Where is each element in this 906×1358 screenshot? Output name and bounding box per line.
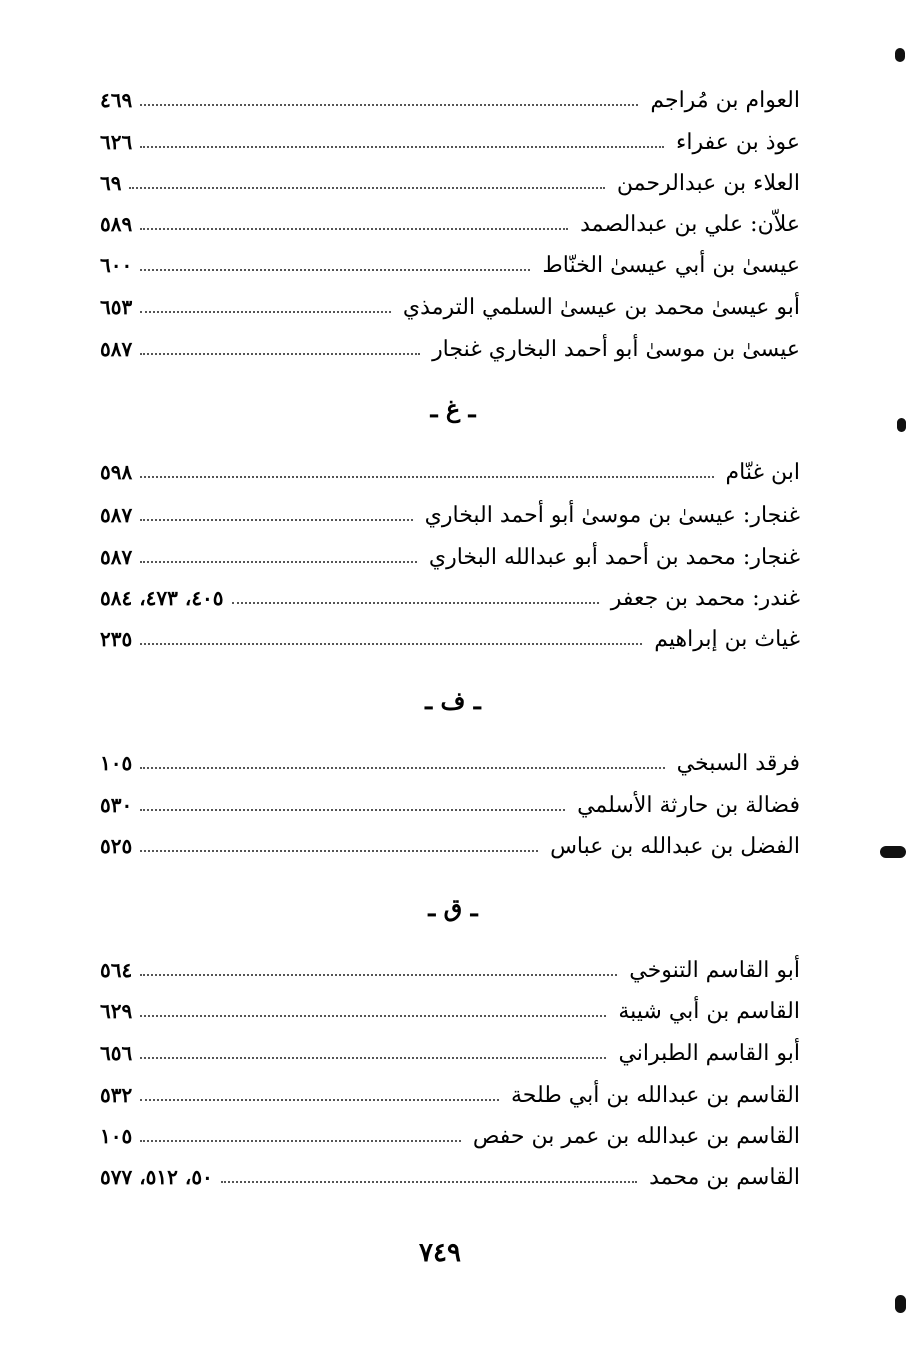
entry-name: العلاء بن عبدالرحمن — [616, 170, 800, 196]
index-entry — [100, 287, 800, 327]
scan-edge-mark — [880, 846, 906, 858]
index-entry — [100, 163, 800, 203]
index-entry — [100, 826, 800, 866]
index-entry — [100, 122, 800, 162]
entry-name: عيسىٰ بن موسىٰ أبو أحمد البخاري غنجار — [432, 336, 800, 362]
entry-pages: ٤٦٩ — [100, 88, 133, 112]
entry-name: غنجار: محمد بن أحمد أبو عبدالله البخاري — [428, 544, 800, 570]
dot-leader — [140, 767, 664, 769]
entry-pages: ٢٣٥ — [100, 627, 133, 651]
entry-name: القاسم بن عبدالله بن أبي طلحة — [511, 1082, 800, 1108]
entry-name: القاسم بن محمد — [649, 1164, 800, 1190]
entry-name: القاسم بن عبدالله بن عمر بن حفص — [472, 1123, 800, 1149]
dot-leader — [140, 974, 617, 976]
entry-pages: ٥٣٠ — [100, 793, 133, 817]
entry-name: ابن غنّام — [725, 459, 800, 485]
entry-name: فضالة بن حارثة الأسلمي — [577, 792, 800, 818]
entry-pages: ٤٠٥، ٤٧٣، ٥٨٤ — [100, 586, 224, 610]
index-entry — [100, 1033, 800, 1073]
entry-name: غنجار: عيسىٰ بن موسىٰ أبو أحمد البخاري — [424, 502, 800, 528]
dot-leader — [232, 602, 599, 604]
section-heading: ـ ف ـ — [425, 686, 481, 715]
entry-pages: ٥٩٨ — [100, 460, 133, 484]
index-entry — [100, 1075, 800, 1115]
entry-pages: ٥٠، ٥١٢، ٥٧٧ — [100, 1165, 213, 1189]
dot-leader — [140, 1015, 606, 1017]
dot-leader — [140, 104, 638, 106]
section-heading: ـ غ ـ — [430, 394, 476, 423]
index-entry — [100, 1116, 800, 1156]
index-entry — [100, 785, 800, 825]
dot-leader — [140, 146, 664, 148]
index-entry — [100, 1157, 800, 1197]
section-heading: ـ ق ـ — [428, 893, 478, 922]
entry-pages: ٦٠٠ — [100, 253, 133, 277]
entry-name: علاّن: علي بن عبدالصمد — [580, 211, 800, 237]
scan-edge-mark — [897, 418, 906, 432]
index-entry — [100, 950, 800, 990]
entry-pages: ٥٨٧ — [100, 337, 133, 361]
entry-name: القاسم بن أبي شيبة — [618, 998, 800, 1024]
entry-name: غياث بن إبراهيم — [654, 626, 800, 652]
index-entry — [100, 991, 800, 1031]
entry-name: أبو القاسم الطبراني — [618, 1040, 800, 1066]
index-entry — [100, 245, 800, 285]
scan-edge-mark — [895, 1295, 906, 1313]
entry-pages: ٥٨٩ — [100, 212, 133, 236]
entry-name: فرقد السبخي — [676, 750, 800, 776]
entry-name: عوذ بن عفراء — [676, 129, 800, 155]
dot-leader — [221, 1181, 637, 1183]
dot-leader — [140, 1057, 606, 1059]
index-entry — [100, 537, 800, 577]
entry-pages: ١٠٥ — [100, 1124, 133, 1148]
dot-leader — [140, 311, 391, 313]
entry-pages: ٥٦٤ — [100, 958, 133, 982]
dot-leader — [129, 187, 604, 189]
entry-pages: ٥٣٢ — [100, 1083, 133, 1107]
entry-pages: ٥٨٧ — [100, 503, 133, 527]
dot-leader — [140, 353, 420, 355]
dot-leader — [140, 519, 412, 521]
index-entry — [100, 743, 800, 783]
entry-name: غندر: محمد بن جعفر — [610, 585, 800, 611]
entry-pages: ٥٢٥ — [100, 834, 133, 858]
entry-name: أبو القاسم التنوخي — [629, 957, 800, 983]
dot-leader — [140, 1099, 499, 1101]
page-number: ٧٤٩ — [419, 1238, 461, 1268]
dot-leader — [140, 1140, 461, 1142]
dot-leader — [140, 850, 538, 852]
dot-leader — [140, 269, 530, 271]
dot-leader — [140, 476, 713, 478]
entry-name: أبو عيسىٰ محمد بن عيسىٰ السلمي الترمذي — [402, 294, 800, 320]
entry-pages: ٥٨٧ — [100, 545, 133, 569]
entry-pages: ٦٥٦ — [100, 1041, 133, 1065]
entry-name: الفضل بن عبدالله بن عباس — [550, 833, 800, 859]
index-entry — [100, 329, 800, 369]
index-entry — [100, 495, 800, 535]
entry-name: العوام بن مُراجم — [650, 87, 800, 113]
index-entry — [100, 80, 800, 120]
entry-pages: ٦٢٩ — [100, 999, 133, 1023]
dot-leader — [140, 643, 642, 645]
dot-leader — [140, 561, 417, 563]
entry-pages: ٦٩ — [100, 171, 122, 195]
dot-leader — [140, 809, 565, 811]
entry-pages: ١٠٥ — [100, 751, 133, 775]
dot-leader — [140, 228, 568, 230]
index-entry — [100, 619, 800, 659]
entry-name: عيسىٰ بن أبي عيسىٰ الخنّاط — [542, 252, 800, 278]
index-entry — [100, 452, 800, 492]
scan-edge-mark — [895, 48, 905, 62]
entry-pages: ٦٥٣ — [100, 295, 133, 319]
index-entry — [100, 204, 800, 244]
entry-pages: ٦٢٦ — [100, 130, 133, 154]
index-entry — [100, 578, 800, 618]
